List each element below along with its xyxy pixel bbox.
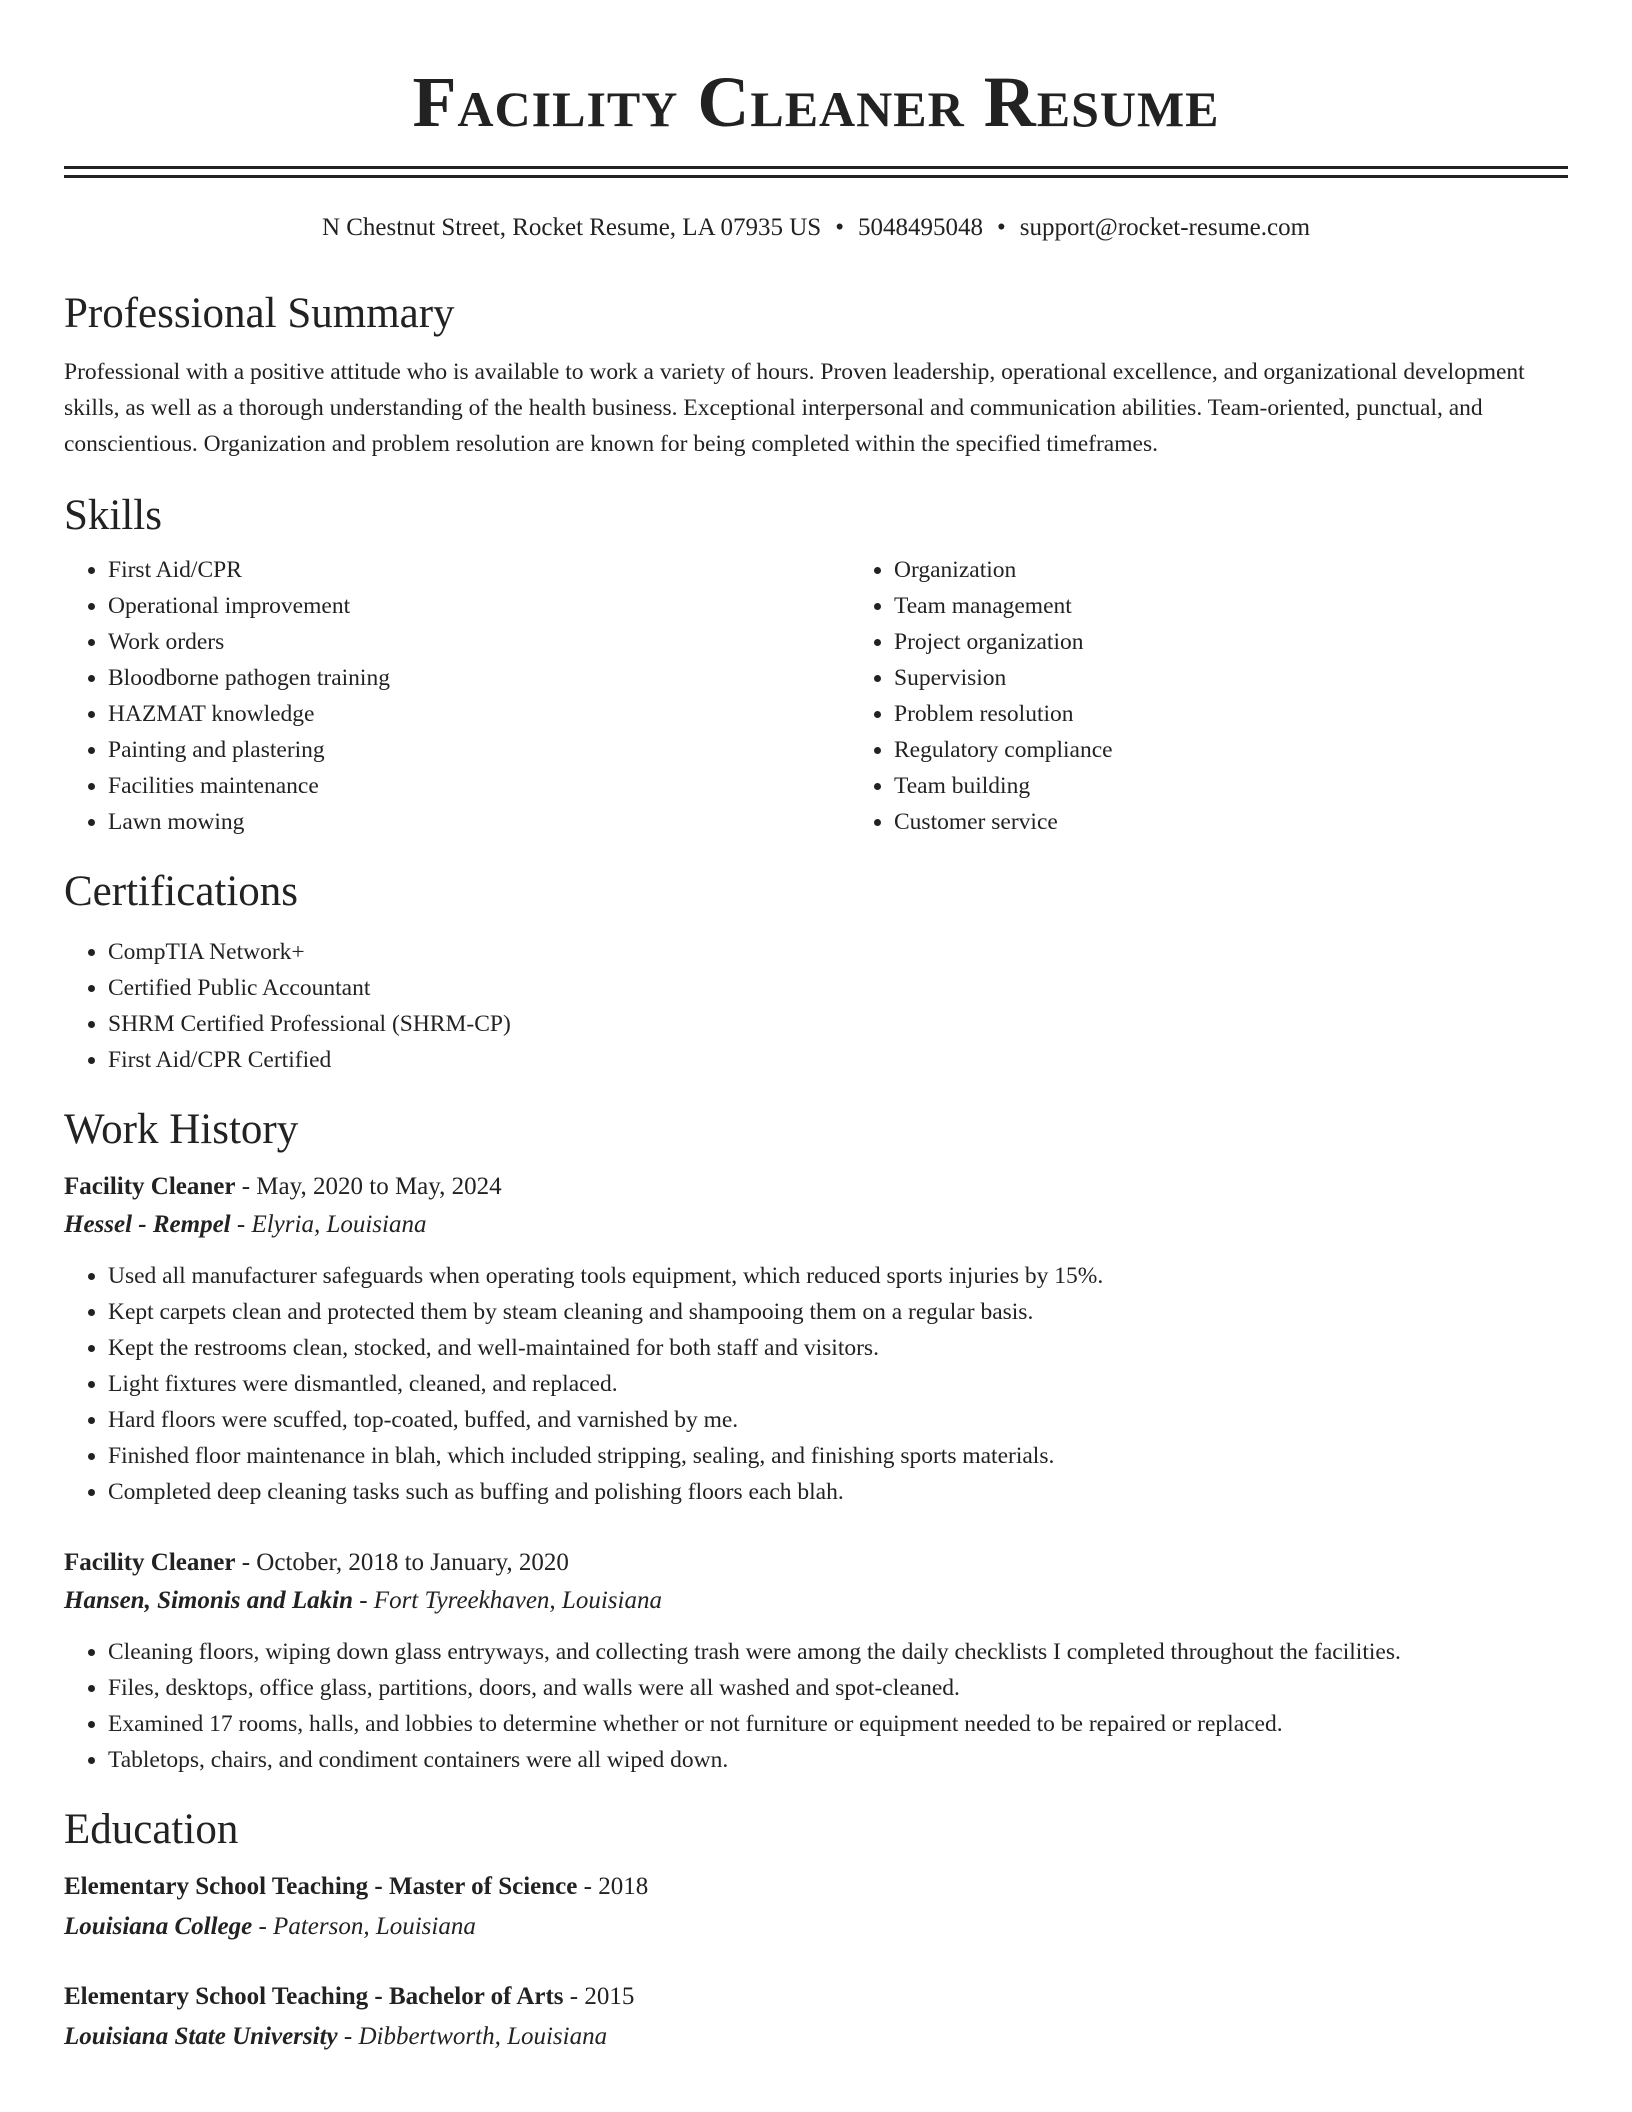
- job-company-line: [64, 1582, 1568, 1620]
- skills-left-column: [64, 552, 850, 840]
- job-company: Hessel - Rempel: [64, 1211, 231, 1238]
- skill-item: • Lawn mowing: [108, 804, 850, 840]
- job-title-line: [64, 1544, 1568, 1582]
- certification-item: • CompTIA Network+: [108, 934, 1568, 970]
- education-degree: Elementary School Teaching - Bachelor of Arts: [64, 1983, 564, 2010]
- certification-item: • SHRM Certified Professional (SHRM-CP): [108, 1006, 1568, 1042]
- education-entry: [64, 1868, 1568, 1946]
- contact-address: N Chestnut Street, Rocket Resume, LA 07935 US: [321, 214, 822, 241]
- certifications-list: [64, 934, 1568, 1078]
- contact-separator: •: [996, 214, 1006, 241]
- skill-item: • First Aid/CPR: [108, 552, 850, 588]
- job-duties-list: [64, 1634, 1568, 1778]
- job-title: Facility Cleaner: [64, 1549, 236, 1576]
- job-dates: - May, 2020 to May, 2024: [235, 1173, 502, 1200]
- skills-heading: Skills: [64, 492, 162, 539]
- contact-separator: •: [835, 214, 844, 241]
- skill-item: • Work orders: [108, 624, 850, 660]
- job-duties-list: [64, 1258, 1568, 1510]
- skill-item: • Team management: [894, 588, 1632, 624]
- job-duty-item: • Tabletops, chairs, and condiment containers were all wiped down.: [108, 1742, 1568, 1778]
- job-duty-item: • Finished floor maintenance in blah, which included stripping, sealing, and finishing sports materials.: [108, 1438, 1568, 1474]
- skill-item: • Organization: [894, 552, 1632, 588]
- job-location: - Elyria, Louisiana: [230, 1211, 427, 1238]
- education-year: - 2018: [577, 1873, 649, 1900]
- summary-heading: Professional Summary: [64, 290, 455, 337]
- education-year: - 2015: [563, 1983, 635, 2010]
- education-degree: Elementary School Teaching - Master of Science: [64, 1873, 578, 1900]
- education-school-line: [64, 2018, 1568, 2056]
- job-duty-item: • Completed deep cleaning tasks such as buffing and polishing floors each blah.: [108, 1474, 1568, 1510]
- skill-item: • Supervision: [894, 660, 1632, 696]
- job-location: - Fort Tyreekhaven, Louisiana: [352, 1587, 662, 1614]
- job-duty-item: • Hard floors were scuffed, top-coated, buffed, and varnished by me.: [108, 1402, 1568, 1438]
- skills-list: [64, 552, 1568, 840]
- contact-line: [64, 212, 1568, 244]
- job-duty-item: • Files, desktops, office glass, partitions, doors, and walls were all washed and spot-cleaned.: [108, 1670, 1568, 1706]
- skill-item: • Painting and plastering: [108, 732, 850, 768]
- job-duty-item: • Kept carpets clean and protected them by steam cleaning and shampooing them on a regular basis.: [108, 1294, 1568, 1330]
- education-entry: [64, 1978, 1568, 2056]
- education-location: - Paterson, Louisiana: [252, 1913, 476, 1940]
- resume-title: Facility Cleaner Resume: [412, 62, 1220, 142]
- job-entry: [64, 1544, 1568, 1778]
- skill-item: • HAZMAT knowledge: [108, 696, 850, 732]
- education-school: Louisiana State University: [64, 2023, 338, 2050]
- skill-item: • Customer service: [894, 804, 1632, 840]
- job-duty-item: • Cleaning floors, wiping down glass entryways, and collecting trash were among the daily checklists I completed throughout the facilities.: [108, 1634, 1568, 1670]
- job-duty-item: • Examined 17 rooms, halls, and lobbies to determine whether or not furniture or equipment needed to be repaired or replaced.: [108, 1706, 1568, 1742]
- certification-item: • Certified Public Accountant: [108, 970, 1568, 1006]
- certification-item: • First Aid/CPR Certified: [108, 1042, 1568, 1078]
- title-divider-top: [64, 166, 1568, 169]
- education-heading: Education: [64, 1806, 239, 1853]
- title-divider-bottom: [64, 175, 1568, 178]
- summary-text: Professional with a positive attitude who is available to work a variety of hours. Proven leadership, operational excellence, and organizational development skills, as well as a thorough understanding of the health business. Exceptional interpersonal and communication abilities. Team-oriented, punctual, and conscientious. Organization and problem resolution are known for being completed within the specified timeframes.: [64, 359, 1525, 457]
- job-duty-item: • Used all manufacturer safeguards when operating tools equipment, which reduced sports injuries by 15%.: [108, 1258, 1568, 1294]
- certifications-heading: Certifications: [64, 868, 299, 915]
- work-history-heading: Work History: [64, 1106, 299, 1153]
- job-title-line: [64, 1168, 1568, 1206]
- job-duty-item: • Light fixtures were dismantled, cleaned, and replaced.: [108, 1366, 1568, 1402]
- education-school-line: [64, 1908, 1568, 1946]
- skill-item: • Bloodborne pathogen training: [108, 660, 850, 696]
- skill-item: • Regulatory compliance: [894, 732, 1632, 768]
- education-school: Louisiana College: [64, 1913, 253, 1940]
- education-degree-line: [64, 1868, 1568, 1906]
- skill-item: • Problem resolution: [894, 696, 1632, 732]
- job-duty-item: • Kept the restrooms clean, stocked, and well-maintained for both staff and visitors.: [108, 1330, 1568, 1366]
- job-company-line: [64, 1206, 1568, 1244]
- skill-item: • Facilities maintenance: [108, 768, 850, 804]
- education-degree-line: [64, 1978, 1568, 2016]
- job-dates: - October, 2018 to January, 2020: [235, 1549, 569, 1576]
- job-entry: [64, 1168, 1568, 1510]
- contact-email[interactable]: support@rocket-resume.com: [1019, 214, 1311, 241]
- skill-item: • Project organization: [894, 624, 1632, 660]
- job-title: Facility Cleaner: [64, 1173, 236, 1200]
- contact-phone: 5048495048: [857, 214, 983, 241]
- skill-item: • Operational improvement: [108, 588, 850, 624]
- skill-item: • Team building: [894, 768, 1632, 804]
- job-company: Hansen, Simonis and Lakin: [64, 1587, 353, 1614]
- skills-right-column: [850, 552, 1632, 840]
- education-location: - Dibbertworth, Louisiana: [337, 2023, 608, 2050]
